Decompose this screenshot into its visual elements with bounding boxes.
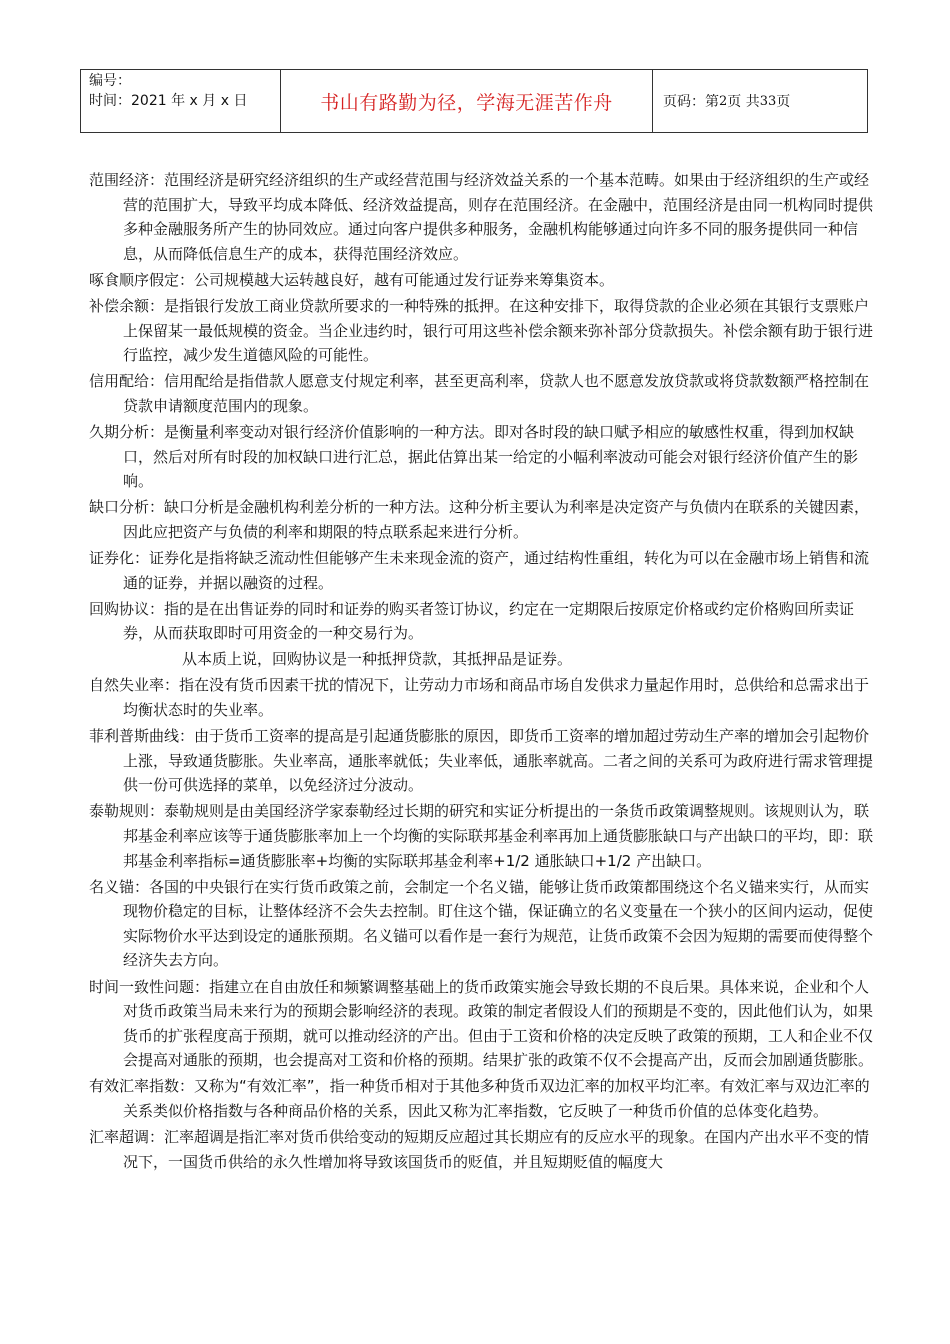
- entry-text: 汇率超调是指汇率对货币供给变动的短期反应超过其长期应有的反应水平的现象。在国内产出水平不变的情况下，一国货币供给的永久性增加将导致该国货币的贬值，并且短期贬值的幅度大: [123, 1128, 870, 1171]
- entry-text: 指的是在出售证券的同时和证券的购买者签订协议，约定在一定期限后按原定价格或约定价格购回所卖证券，从而获取即时可用资金的一种交易行为。: [123, 599, 855, 643]
- entry-text: 缺口分析是金融机构利差分析的一种方法。这种分析主要认为利率是决定资产与负债内在联系的关键因素，因此应把资产与负债的利率和期限的特点联系起来进行分析。: [123, 498, 870, 541]
- entry-securitization: [89, 546, 879, 595]
- page-total: 33: [759, 93, 777, 109]
- entry-term: 缺口分析 ：: [89, 498, 164, 516]
- entry-natural-unemployment: [89, 673, 879, 722]
- entry-text: 由于货币工资率的提高是引起通货膨胀的原因，即货币工资率的增加超过劳动生产率的增加会引起物价上涨，导致通货膨胀。失业率高，通胀率就低；失业率低，通胀率就高。二者之间的关系可为政府进行需求管理提供一份可供选择的菜单，以免经济过分波动。: [123, 727, 874, 795]
- header-motto: 书山有路勤为径，学海无涯苦作舟: [320, 91, 613, 114]
- document-number: 编号：: [89, 73, 131, 89]
- page-mid: 页 共: [727, 94, 760, 110]
- entry-text: 又称为“有效汇率”，指一种货币相对于其他多种货币双边汇率的加权平均汇率。有效汇率与双边汇率的关系类似价格指数与各种商品价格的关系，因此又称为汇率指数，它反映了一种货币价值的总体变化趋势。: [123, 1077, 870, 1120]
- page-suffix: 页: [776, 94, 791, 110]
- document-time: [89, 91, 280, 111]
- entry-term: 证券化 ：: [89, 549, 149, 567]
- entry-text: 范围经济是研究经济组织的生产或经营范围与经济效益关系的一个基本范畴。如果由于经济组织的生产或经营的范围扩大，导致平均成本降低、经济效益提高，则存在范围经济。在金融中，范围经济是由同一机构同时提供多种金融服务所产生的协同效应。通过向客户提供多种服务，金融机构能够通过向许多不同的服务提供同一种信息，从而降低信息生产的成本，获得范围经济效应。: [123, 171, 874, 263]
- page-current: 2: [719, 93, 728, 109]
- header-motto-cell: [281, 70, 653, 132]
- entry-term: 久期分析 ：: [89, 423, 164, 441]
- entry-term: 汇率超调 ：: [89, 1128, 164, 1146]
- entry-text: 指在没有货币因素干扰的情况下，让劳动力市场和商品市场自发供求力量起作用时，总供给和总需求出于均衡状态时的失业率。: [123, 676, 870, 719]
- entry-repo-note: 从本质上说，回购协议是一种抵押贷款，其抵押品是证券。: [182, 650, 573, 669]
- glossary-content: [89, 168, 879, 1176]
- entry-term: 信用配给 ：: [89, 372, 164, 390]
- entry-compensating-balance: [89, 294, 879, 368]
- entry-term: 时间一致性问题 ：: [89, 978, 209, 996]
- entry-text: 公司规模越大运转越良好，越有可能通过发行证券来筹集资本。: [194, 270, 615, 289]
- document-header: [80, 69, 868, 133]
- entry-pecking-order: [89, 268, 879, 293]
- entry-term: 自然失业率 ：: [89, 676, 179, 694]
- entry-text: 各国的中央银行在实行货币政策之前，会制定一个名义锚，能够让货币政策都围绕这个名义锚来实行，从而实现物价稳定的目标，让整体经济不会失去控制。盯住这个锚，保证确立的名义变量在一个狭小的区间内运动，促使实际物价水平达到设定的通胀预期。名义锚可以看作是一套行为规范，让货币政策不会因为短期的需要而使得整个经济失去方向。: [123, 877, 874, 970]
- entry-gap-analysis: [89, 495, 879, 544]
- entry-exchange-rate-overshooting: [89, 1125, 879, 1174]
- entry-text: 信用配给是指借款人愿意支付规定利率，甚至更高利率，贷款人也不愿意发放贷款或将贷款数额严格控制在贷款申请额度范围内的现象。: [123, 372, 870, 415]
- entry-term: 泰勒规则 ：: [89, 802, 164, 820]
- entry-term: 补偿余额 ：: [89, 297, 164, 315]
- entry-term: 啄食顺序假定 ：: [89, 271, 194, 289]
- entry-text: 是指银行发放工商业贷款所要求的一种特殊的抵押。在这种安排下，取得贷款的企业必须在其银行支票账户上保留某一最低规模的资金。当企业违约时，银行可用这些补偿余额来弥补部分贷款损失。补偿余额有助于银行进行监控，减少发生道德风险的可能性。: [123, 296, 874, 365]
- header-meta: [81, 70, 281, 132]
- page-label: 页码：第: [663, 94, 719, 110]
- entry-taylor-rule: [89, 799, 879, 873]
- entry-phillips-curve: [89, 724, 879, 798]
- entry-term: 名义锚 ：: [89, 878, 149, 896]
- entry-text: 指建立在自由放任和频繁调整基础上的货币政策实施会导致长期的不良后果。具体来说，企业和个人对货币政策当局未来行为的预期会影响经济的表现。政策的制定者假设人们的预期是不变的，因此他们认为，如果货币的扩张程度高于预期，就可以推动经济的产出。但由于工资和价格的决定反映了政策的预期，工人和企业不仅会提高对通胀的预期，也会提高对工资和价格的预期。结果扩张的政策不仅不会提高产出，反而会加剧通货膨胀。: [123, 977, 874, 1070]
- time-value: 2021 年 x 月 x 日: [131, 93, 248, 109]
- entry-duration-analysis: [89, 420, 879, 494]
- entry-text: 是衡量利率变动对银行经济价值影响的一种方法。即对各时段的缺口赋予相应的敏感性权重，得到加权缺口，然后对所有时段的加权缺口进行汇总，据此估算出某一给定的小幅利率波动可能会对银行经济价值产生的影响。: [123, 422, 859, 491]
- page-indicator: [653, 70, 867, 132]
- entry-term: 菲利普斯曲线 ：: [89, 727, 194, 745]
- entry-text: 证券化是指将缺乏流动性但能够产生未来现金流的资产，通过结构性重组，转化为可以在金融市场上销售和流通的证券，并据以融资的过程。: [123, 548, 870, 592]
- time-label: 时间：: [89, 93, 131, 109]
- entry-term: 范围经济 ：: [89, 171, 164, 189]
- entry-term: 回购协议 ：: [89, 600, 164, 618]
- entry-credit-rationing: [89, 369, 879, 418]
- entry-repurchase-agreement: [89, 597, 879, 646]
- entry-time-consistency: [89, 975, 879, 1073]
- entry-text: 泰勒规则是由美国经济学家泰勒经过长期的研究和实证分析提出的一条货币政策调整规则。该规则认为，联邦基金利率应该等于通货膨胀率加上一个均衡的实际联邦基金利率再加上通货膨胀缺口与产出缺口的平均，即：联邦基金利率指标=通货膨胀率+均衡的实际联邦基金利率+1/2 通胀缺口+1/2 产出缺口。: [123, 802, 874, 870]
- entry-economies-of-scope: [89, 168, 879, 266]
- entry-effective-exchange-rate: [89, 1074, 879, 1123]
- entry-term: 有效汇率指数 ：: [89, 1077, 194, 1095]
- entry-nominal-anchor: [89, 875, 879, 973]
